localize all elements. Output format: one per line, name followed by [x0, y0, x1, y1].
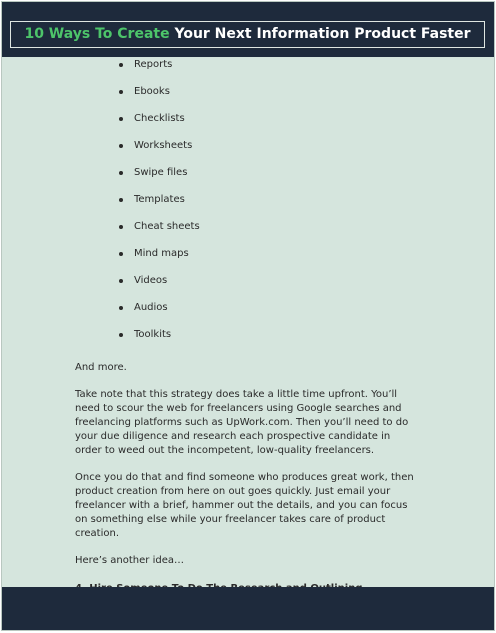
page-footer: [2, 587, 494, 630]
bullet-icon: [119, 252, 123, 256]
list-item: Ebooks: [75, 84, 415, 111]
list-item: Mind maps: [75, 246, 415, 273]
bullet-icon: [119, 198, 123, 202]
page-header: [2, 2, 494, 57]
bullet-icon: [119, 63, 123, 67]
bullet-icon: [119, 279, 123, 283]
list-item: Checklists: [75, 111, 415, 138]
and-more-text: And more.: [75, 362, 127, 373]
list-item: Audios: [75, 300, 415, 327]
list-item: Swipe files: [75, 165, 415, 192]
list-item: Reports: [75, 57, 415, 84]
bullet-icon: [119, 144, 123, 148]
list-item: Toolkits: [75, 327, 415, 354]
title-main: Your Next Information Product Faster: [174, 26, 471, 42]
paragraph-upfront-time: Take note that this strategy does take a little time upfront. You’ll need to scour the web for freelancers using Google searches and freelancing platforms such as UpWork.com. Then you’ll need to do your due diligence and research each prospective candidate in order to weed out the incompetent, low-quality freelancers.: [75, 389, 409, 456]
bullet-icon: [119, 225, 123, 229]
list-item: Cheat sheets: [75, 219, 415, 246]
list-item: Videos: [75, 273, 415, 300]
list-item: Worksheets: [75, 138, 415, 165]
bullet-icon: [119, 306, 123, 310]
page-title: [10, 21, 485, 48]
bullet-icon: [119, 333, 123, 337]
paragraph-product-creation: Once you do that and find someone who produces great work, then product creation from here on out goes quickly. Just email your freelancer with a brief, hammer out the details, and you can focus on something else while your freelancer takes care of product creation.: [75, 472, 414, 539]
product-type-list: [75, 57, 415, 354]
bullet-icon: [119, 117, 123, 121]
bullet-icon: [119, 171, 123, 175]
title-accent: 10 Ways To Create: [24, 26, 170, 42]
document-page: [1, 1, 495, 631]
bullet-icon: [119, 90, 123, 94]
list-item: Templates: [75, 192, 415, 219]
page-content: [75, 57, 415, 596]
paragraph-another-idea: Here’s another idea…: [75, 555, 184, 566]
